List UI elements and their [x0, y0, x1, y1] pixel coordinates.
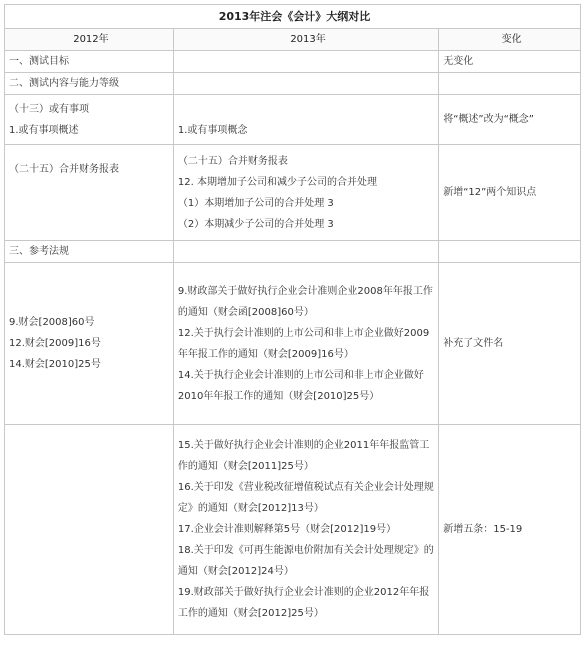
cell-line: （二十五）合并财务报表 — [177, 155, 288, 167]
change-cell — [439, 145, 581, 241]
cell-line: 9.财政部关于做好执行企业会计准则企业2008年年报工作的通知（财会函[2008]60号） — [177, 285, 433, 318]
change-cell — [439, 425, 581, 635]
cell-text: 将“概述”改为“概念” — [443, 114, 534, 125]
cell-2013 — [173, 95, 438, 145]
cell-line: 19.财政部关于做好执行企业会计准则的企业2012年年报工作的通知（财会[2012]25号） — [177, 587, 430, 619]
table-row — [5, 145, 581, 241]
cell-2012 — [5, 95, 174, 145]
cell-line: 12. 本期增加子公司和减少子公司的合并处理 — [177, 176, 377, 188]
header-change: 变化 — [439, 29, 581, 51]
section-label: 二、测试内容与能力等级 — [5, 73, 174, 95]
section-row-content — [5, 73, 581, 95]
change-cell: 无变化 — [439, 51, 581, 73]
empty-cell — [173, 241, 438, 263]
empty-cell — [173, 51, 438, 73]
cell-text: 新增五条：15-19 — [443, 524, 523, 535]
cell-line: 12.财会[2009]16号 — [9, 338, 101, 349]
cell-line: 16.关于印发《营业税改征增值税试点有关企业会计处理规定》的通知（财会[2012]13号） — [177, 482, 434, 514]
cell-line: （十三）或有事项 — [9, 103, 89, 115]
cell-line: 9.财会[2008]60号 — [9, 317, 95, 328]
header-2013: 2013年 — [173, 29, 438, 51]
cell-text: 新增“12”两个知识点 — [443, 187, 537, 198]
cell-2012 — [5, 263, 174, 425]
cell-line: （2）本期减少子公司的合并处理 3 — [177, 218, 334, 230]
cell-text: 补充了文件名 — [443, 338, 504, 349]
cell-line: 15.关于做好执行企业会计准则的企业2011年年报监管工作的通知（财会[2011]25号） — [177, 440, 430, 472]
cell-2012 — [5, 145, 174, 241]
cell-line: 12.关于执行会计准则的上市公司和非上市企业做好2009年年报工作的通知（财会[2009]16号） — [177, 327, 430, 360]
empty-cell — [439, 241, 581, 263]
table-title: 2013年注会《会计》大纲对比 — [5, 5, 581, 29]
cell-line: 14.关于执行企业会计准则的上市公司和非上市企业做好2010年年报工作的通知（财会[2010]25号） — [177, 369, 424, 402]
cell-line: 1.或有事项概念 — [177, 125, 248, 136]
table-row — [5, 425, 581, 635]
section-row-objectives — [5, 51, 581, 73]
empty-cell — [5, 425, 174, 635]
cell-line: 17.企业会计准则解释第5号（财会[2012]19号） — [177, 524, 397, 535]
section-label: 三、参考法规 — [5, 241, 174, 263]
cell-line: （二十五）合并财务报表 — [9, 164, 119, 175]
cell-2013 — [173, 263, 438, 425]
cell-line: （1）本期增加子公司的合并处理 3 — [177, 197, 334, 209]
title-row — [5, 5, 581, 29]
outline-comparison-table — [4, 4, 581, 635]
section-label: 一、测试目标 — [5, 51, 174, 73]
header-row — [5, 29, 581, 51]
table-row — [5, 95, 581, 145]
change-cell — [439, 95, 581, 145]
cell-line: 14.财会[2010]25号 — [9, 359, 101, 370]
cell-line: 1.或有事项概述 — [9, 124, 79, 136]
cell-2013 — [173, 425, 438, 635]
empty-cell — [173, 73, 438, 95]
cell-line: 18.关于印发《可再生能源电价附加有关会计处理规定》的通知（财会[2012]24号） — [177, 545, 434, 577]
change-cell — [439, 263, 581, 425]
table-row — [5, 263, 581, 425]
cell-2013 — [173, 145, 438, 241]
empty-cell — [439, 73, 581, 95]
section-row-regulations — [5, 241, 581, 263]
header-2012: 2012年 — [5, 29, 174, 51]
